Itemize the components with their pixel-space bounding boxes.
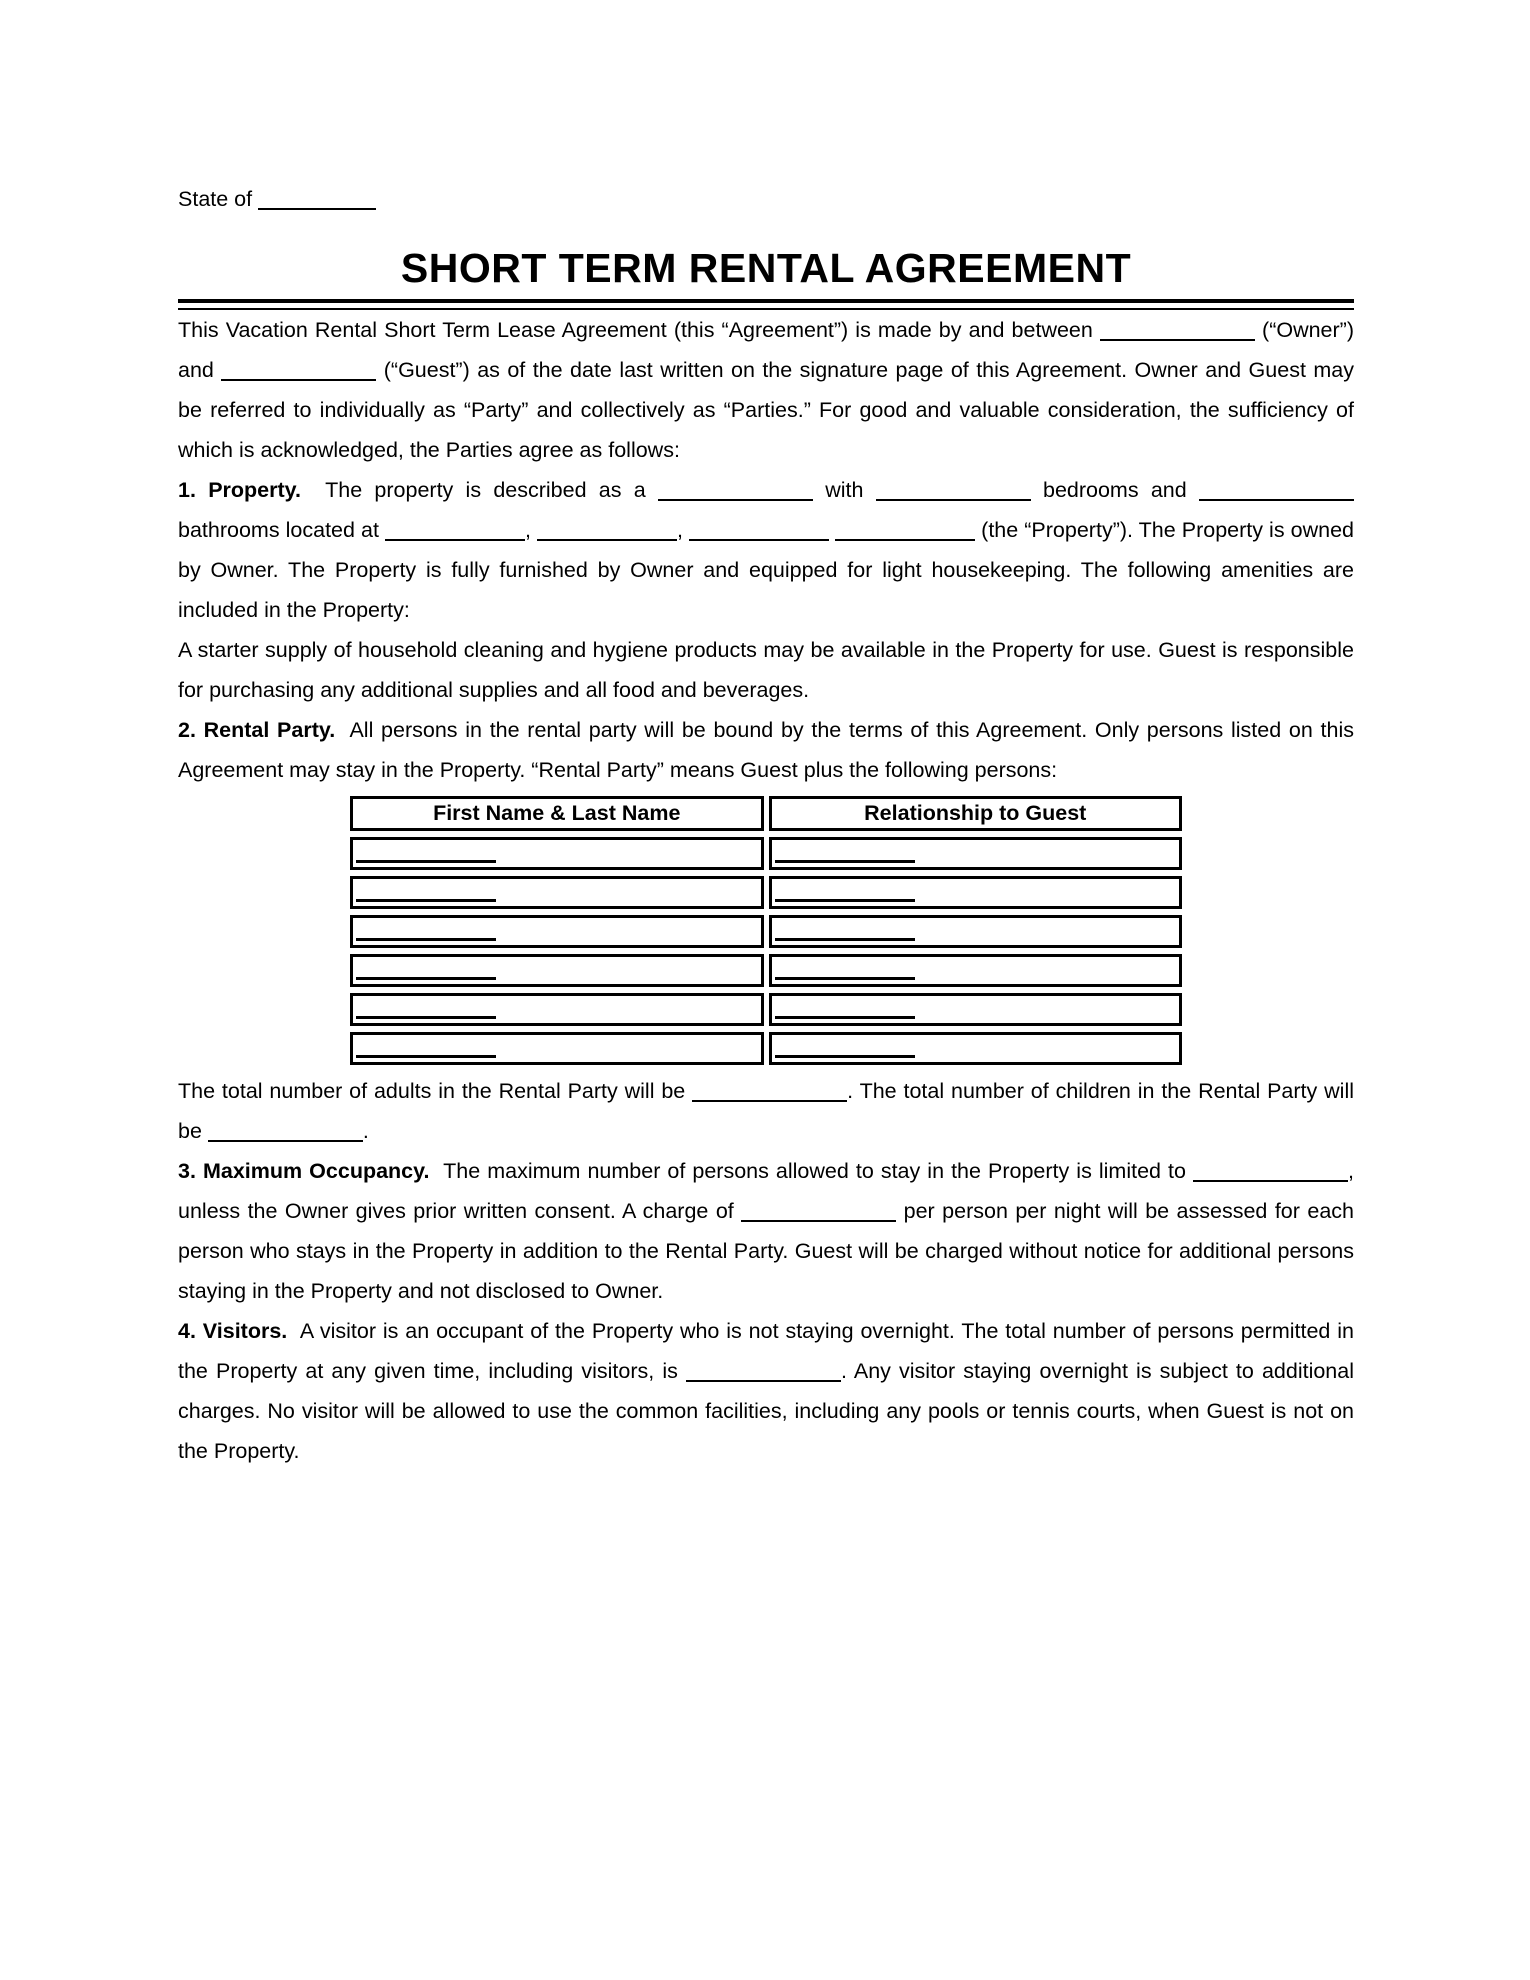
section-3-maximum-occupancy-paragraph: 3. Maximum Occupancy. The maximum number of persons allowed to stay in the Property is limited to , unless the Owner gives prior written consent. A charge of per person per night will be assessed for each person who stays in the Property in addition to the Rental Party. Guest will be charged without notice for additional persons staying in the Property and not disclosed to Owner. [178,1159,1354,1303]
section-heading: 4. Visitors. [178,1319,288,1343]
table-cell [350,954,764,987]
blank-line [356,899,496,902]
table-cell [769,876,1183,909]
state-of-line: State of [178,179,1354,219]
table-cell [769,993,1183,1026]
rental-party-table-body [350,837,1182,1065]
blank-line [775,977,915,980]
table-header-first-last-name: First Name & Last Name [350,796,764,831]
blank-line [385,537,525,541]
rental-party-table-head [350,796,1182,831]
title-underline-rule [178,299,1354,310]
blank-line [835,537,975,541]
blank-line [876,497,1031,501]
blank-line [356,1016,496,1019]
table-cell [350,915,764,948]
table-cell [350,993,764,1026]
blank-line [686,1378,841,1382]
blank-line [221,377,376,381]
section-2-rental-party-paragraph: 2. Rental Party. All persons in the rental party will be bound by the terms of this Agreement. Only persons listed on this Agreement may stay in the Property. “Rental Party” means Guest plus the following persons: [178,718,1354,782]
table-cell [769,954,1183,987]
blank-line [775,1055,915,1058]
blank-line [356,860,496,863]
table-cell [769,837,1183,870]
blank-line [741,1218,896,1222]
blank-line [537,537,677,541]
blank-line [1100,337,1255,341]
section-heading: 3. Maximum Occupancy. [178,1159,430,1183]
blank-line [658,497,813,501]
table-cell [350,1032,764,1065]
blank-line [689,537,829,541]
table-header-row [350,796,1182,831]
totals-paragraph: The total number of adults in the Rental Party will be . The total number of children in the Rental Party will be . [178,1079,1354,1143]
section-1-property-paragraph: 1. Property. The property is described as a with bedrooms and bathrooms located at , , (the “Property”). The Property is owned by Owner. The Property is fully furnished by Owner and equipped for light housekeeping. The following amenities are included in the Property: [178,478,1354,622]
table-cell [769,915,1183,948]
blank-line [356,977,496,980]
table-row [350,876,1182,909]
blank-line [356,1055,496,1058]
starter-supply-paragraph: A starter supply of household cleaning and hygiene products may be available in the Property for use. Guest is responsible for purchasing any additional supplies and all food and beverages. [178,638,1354,702]
intro-paragraph: This Vacation Rental Short Term Lease Agreement (this “Agreement”) is made by and between (“Owner”) and (“Guest”) as of the date last written on the signature page of this Agreement. Owner and Guest may be referred to individually as “Party” and collectively as “Parties.” For good and valuable consideration, the sufficiency of which is acknowledged, the Parties agree as follows: [178,318,1354,462]
document-title: SHORT TERM RENTAL AGREEMENT [400,245,1132,291]
blank-line [208,1138,363,1142]
rental-party-table [345,790,1187,1071]
table-cell [769,1032,1183,1065]
blank-line [775,899,915,902]
blank-line [775,860,915,863]
section-heading: 1. Property. [178,478,301,502]
blank-line [258,206,376,210]
section-4-visitors-paragraph: 4. Visitors. A visitor is an occupant of the Property who is not staying overnight. The total number of persons permitted in the Property at any given time, including visitors, is . Any visitor staying overnight is subject to additional charges. No visitor will be allowed to use the common facilities, including any pools or tennis courts, when Guest is not on the Property. [178,1319,1355,1463]
blank-line [775,1016,915,1019]
blank-line [775,938,915,941]
table-row [350,1032,1182,1065]
table-row [350,837,1182,870]
blank-line [1193,1178,1348,1182]
table-row [350,993,1182,1026]
table-header-relationship-to-guest: Relationship to Guest [769,796,1183,831]
table-cell [350,876,764,909]
blank-line [1199,497,1354,501]
table-cell [350,837,764,870]
blank-line [356,938,496,941]
section-heading: 2. Rental Party. [178,718,336,742]
table-row [350,954,1182,987]
table-row [350,915,1182,948]
blank-line [692,1098,847,1102]
